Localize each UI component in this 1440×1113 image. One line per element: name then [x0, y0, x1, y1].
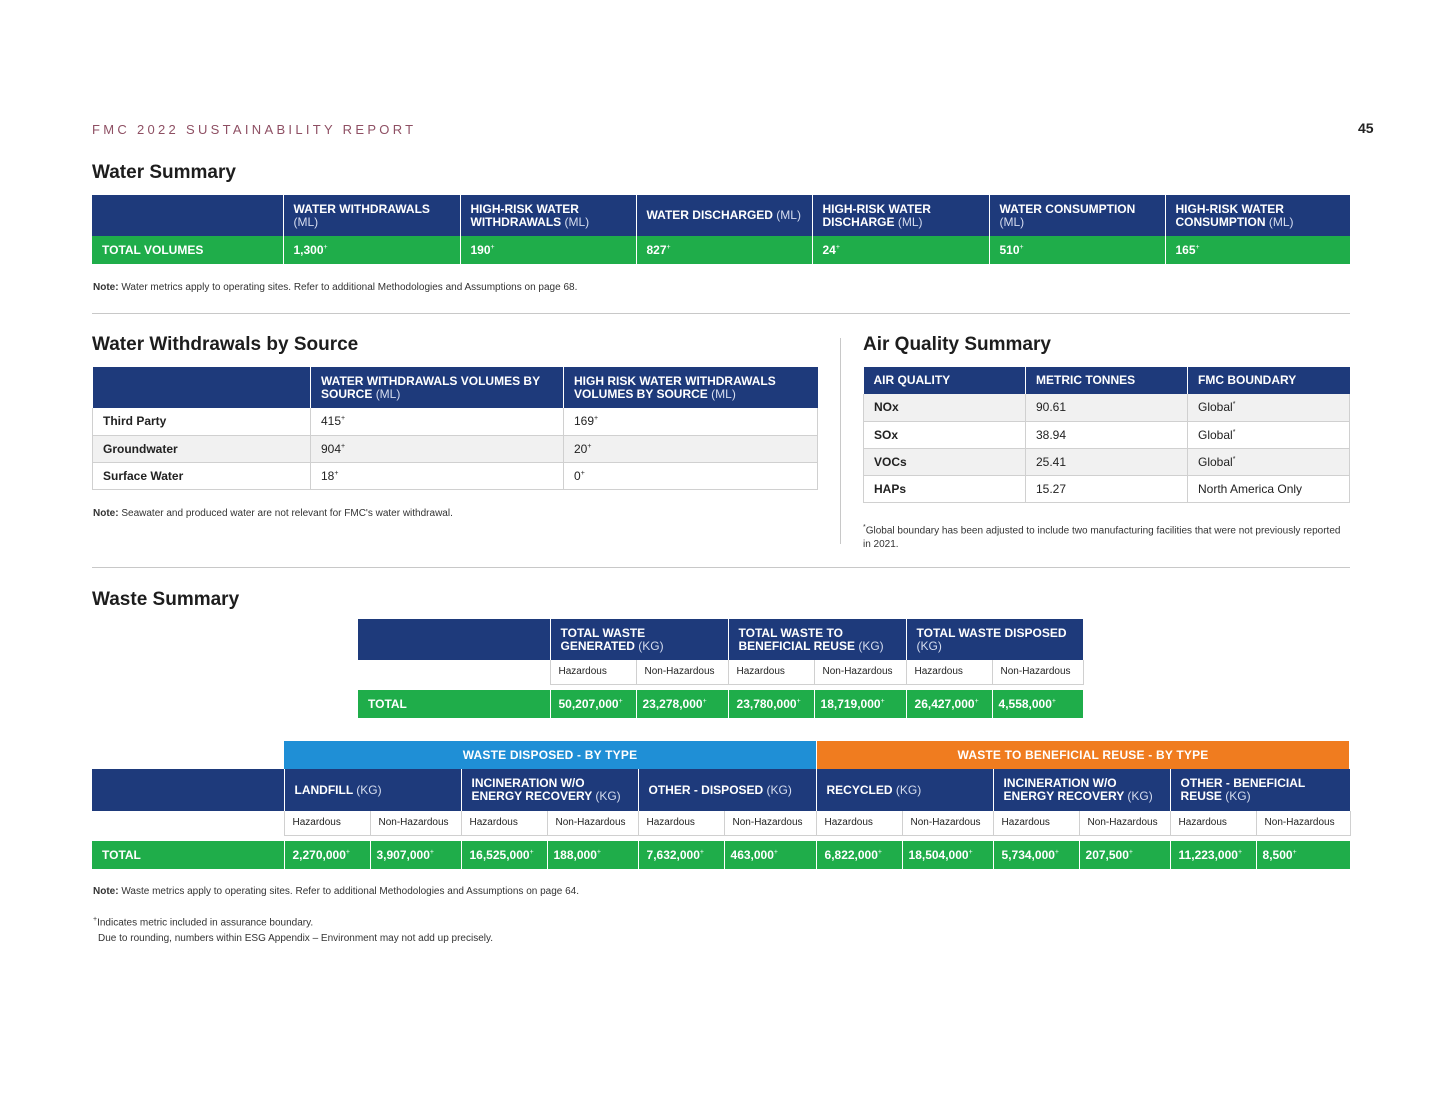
- value-cell: 1,300+: [283, 236, 460, 264]
- waste-type-col-header: INCINERATION W/O ENERGY RECOVERY (KG): [461, 769, 638, 811]
- value-cell: 165+: [1165, 236, 1350, 264]
- table-row: [93, 435, 818, 462]
- value-cell: 18+: [311, 462, 564, 489]
- waste-by-type-table: [92, 769, 1351, 869]
- value-cell: 2,270,000+: [284, 841, 370, 869]
- value-cell: 510+: [989, 236, 1165, 264]
- value-cell: 90.61: [1026, 394, 1188, 421]
- value-cell: 0+: [564, 462, 818, 489]
- value-cell: 207,500+: [1079, 841, 1170, 869]
- withdrawals-by-source-title: Water Withdrawals by Source: [92, 334, 359, 355]
- value-cell: 190+: [460, 236, 636, 264]
- row-label: TOTAL: [92, 841, 284, 869]
- row-label: Surface Water: [93, 462, 311, 489]
- row-label: Third Party: [93, 408, 311, 435]
- value-cell: 3,907,000+: [370, 841, 461, 869]
- waste-type-col-header: INCINERATION W/O ENERGY RECOVERY (KG): [993, 769, 1170, 811]
- air-quality-table: [863, 367, 1350, 503]
- table-row: [358, 690, 1083, 718]
- sub-header: Non-Hazardous: [1256, 811, 1350, 835]
- water-col-header: HIGH-RISK WATER WITHDRAWALS (ML): [460, 195, 636, 236]
- vertical-divider: [840, 338, 841, 544]
- waste-type-col-header: OTHER - BENEFICIAL REUSE (KG): [1170, 769, 1350, 811]
- waste-type-corner: [92, 769, 284, 811]
- value-cell: 188,000+: [547, 841, 638, 869]
- value-cell: 463,000+: [724, 841, 816, 869]
- table-row: [864, 394, 1350, 421]
- water-col-header: HIGH-RISK WATER DISCHARGE (ML): [812, 195, 989, 236]
- table-row: [92, 841, 1350, 869]
- value-cell: 18,719,000+: [814, 690, 906, 718]
- table-row: [864, 475, 1350, 502]
- value-cell: 4,558,000+: [992, 690, 1083, 718]
- blank-cell: [358, 660, 550, 684]
- sub-header: Non-Hazardous: [1079, 811, 1170, 835]
- water-summary-corner: [92, 195, 283, 236]
- sub-header: Non-Hazardous: [992, 660, 1083, 684]
- assurance-footnote: +Indicates metric included in assurance boundary.: [93, 916, 314, 929]
- withdrawals-by-source-table: [92, 367, 818, 490]
- sub-header: Hazardous: [638, 811, 724, 835]
- value-cell: 50,207,000+: [550, 690, 636, 718]
- value-cell: 23,780,000+: [728, 690, 814, 718]
- waste-type-col-header: LANDFILL (KG): [284, 769, 461, 811]
- row-label: Groundwater: [93, 435, 311, 462]
- water-col-header: WATER WITHDRAWALS (ML): [283, 195, 460, 236]
- divider: [92, 313, 1350, 314]
- sub-header: Hazardous: [284, 811, 370, 835]
- value-cell: 16,525,000+: [461, 841, 547, 869]
- value-cell: 169+: [564, 408, 818, 435]
- sub-header: Non-Hazardous: [547, 811, 638, 835]
- value-cell: 827+: [636, 236, 812, 264]
- water-summary-table: [92, 195, 1350, 264]
- sub-header: Non-Hazardous: [902, 811, 993, 835]
- withdrawals-note: Note: Seawater and produced water are not relevant for FMC's water withdrawal.: [93, 508, 453, 519]
- value-cell: 6,822,000+: [816, 841, 902, 869]
- value-cell: 24+: [812, 236, 989, 264]
- table-row: [864, 448, 1350, 475]
- value-cell: 26,427,000+: [906, 690, 992, 718]
- table-row: [93, 462, 818, 489]
- value-cell: 38.94: [1026, 421, 1188, 448]
- waste-summary-table: [358, 619, 1084, 718]
- sub-header: Non-Hazardous: [370, 811, 461, 835]
- water-col-header: WATER DISCHARGED (ML): [636, 195, 812, 236]
- value-cell: Global*: [1188, 448, 1350, 475]
- air-col-header: AIR QUALITY: [864, 367, 1026, 394]
- value-cell: 23,278,000+: [636, 690, 728, 718]
- waste-corner: [358, 619, 550, 660]
- value-cell: 18,504,000+: [902, 841, 993, 869]
- source-col-header: HIGH RISK WATER WITHDRAWALS VOLUMES BY SOURCE (ML): [564, 367, 818, 408]
- water-col-header: HIGH-RISK WATER CONSUMPTION (ML): [1165, 195, 1350, 236]
- sub-header: Hazardous: [816, 811, 902, 835]
- row-label: NOx: [864, 394, 1026, 421]
- sub-header: Hazardous: [906, 660, 992, 684]
- value-cell: North America Only: [1188, 475, 1350, 502]
- value-cell: 20+: [564, 435, 818, 462]
- water-summary-note: Note: Water metrics apply to operating sites. Refer to additional Methodologies and Assumptions on page 68.: [93, 282, 578, 293]
- sub-header: Non-Hazardous: [724, 811, 816, 835]
- waste-note: Note: Waste metrics apply to operating sites. Refer to additional Methodologies and Assumptions on page 64.: [93, 886, 580, 897]
- air-quality-footnote: *Global boundary has been adjusted to include two manufacturing facilities that were not previously reported in 2021.: [863, 524, 1341, 551]
- value-cell: 7,632,000+: [638, 841, 724, 869]
- blank-cell: [92, 811, 284, 835]
- sub-header: Non-Hazardous: [814, 660, 906, 684]
- table-row: [864, 421, 1350, 448]
- value-cell: 904+: [311, 435, 564, 462]
- air-col-header: METRIC TONNES: [1026, 367, 1188, 394]
- waste-col-header: TOTAL WASTE DISPOSED (KG): [906, 619, 1083, 660]
- table-row: [93, 408, 818, 435]
- row-label: TOTAL VOLUMES: [92, 236, 283, 264]
- source-col-header: WATER WITHDRAWALS VOLUMES BY SOURCE (ML): [311, 367, 564, 408]
- sub-header: Non-Hazardous: [636, 660, 728, 684]
- value-cell: 11,223,000+: [1170, 841, 1256, 869]
- source-corner: [93, 367, 311, 408]
- air-quality-title: Air Quality Summary: [863, 334, 1051, 355]
- waste-col-header: TOTAL WASTE GENERATED (KG): [550, 619, 728, 660]
- rounding-footnote: Due to rounding, numbers within ESG Appendix – Environment may not add up precisely.: [98, 933, 494, 944]
- sub-header: Hazardous: [550, 660, 636, 684]
- sub-header: Hazardous: [1170, 811, 1256, 835]
- water-summary-title: Water Summary: [92, 162, 236, 183]
- sub-header: Hazardous: [993, 811, 1079, 835]
- band-waste-disposed: WASTE DISPOSED - BY TYPE: [284, 741, 816, 769]
- value-cell: 15.27: [1026, 475, 1188, 502]
- band-waste-reuse: WASTE TO BENEFICIAL REUSE - BY TYPE: [817, 741, 1349, 769]
- report-title: FMC 2022 SUSTAINABILITY REPORT: [92, 122, 417, 137]
- waste-type-col-header: OTHER - DISPOSED (KG): [638, 769, 816, 811]
- value-cell: Global*: [1188, 394, 1350, 421]
- value-cell: Global*: [1188, 421, 1350, 448]
- water-col-header: WATER CONSUMPTION (ML): [989, 195, 1165, 236]
- row-label: HAPs: [864, 475, 1026, 502]
- waste-col-header: TOTAL WASTE TO BENEFICIAL REUSE (KG): [728, 619, 906, 660]
- row-label: TOTAL: [358, 690, 550, 718]
- row-label: VOCs: [864, 448, 1026, 475]
- value-cell: 5,734,000+: [993, 841, 1079, 869]
- value-cell: 415+: [311, 408, 564, 435]
- table-row: [92, 236, 1350, 264]
- value-cell: 25.41: [1026, 448, 1188, 475]
- sub-header: Hazardous: [728, 660, 814, 684]
- waste-summary-title: Waste Summary: [92, 589, 240, 610]
- waste-type-col-header: RECYCLED (KG): [816, 769, 993, 811]
- page-number: 45: [1358, 120, 1374, 136]
- divider: [92, 567, 1350, 568]
- sub-header: Hazardous: [461, 811, 547, 835]
- air-col-header: FMC BOUNDARY: [1188, 367, 1350, 394]
- value-cell: 8,500+: [1256, 841, 1350, 869]
- row-label: SOx: [864, 421, 1026, 448]
